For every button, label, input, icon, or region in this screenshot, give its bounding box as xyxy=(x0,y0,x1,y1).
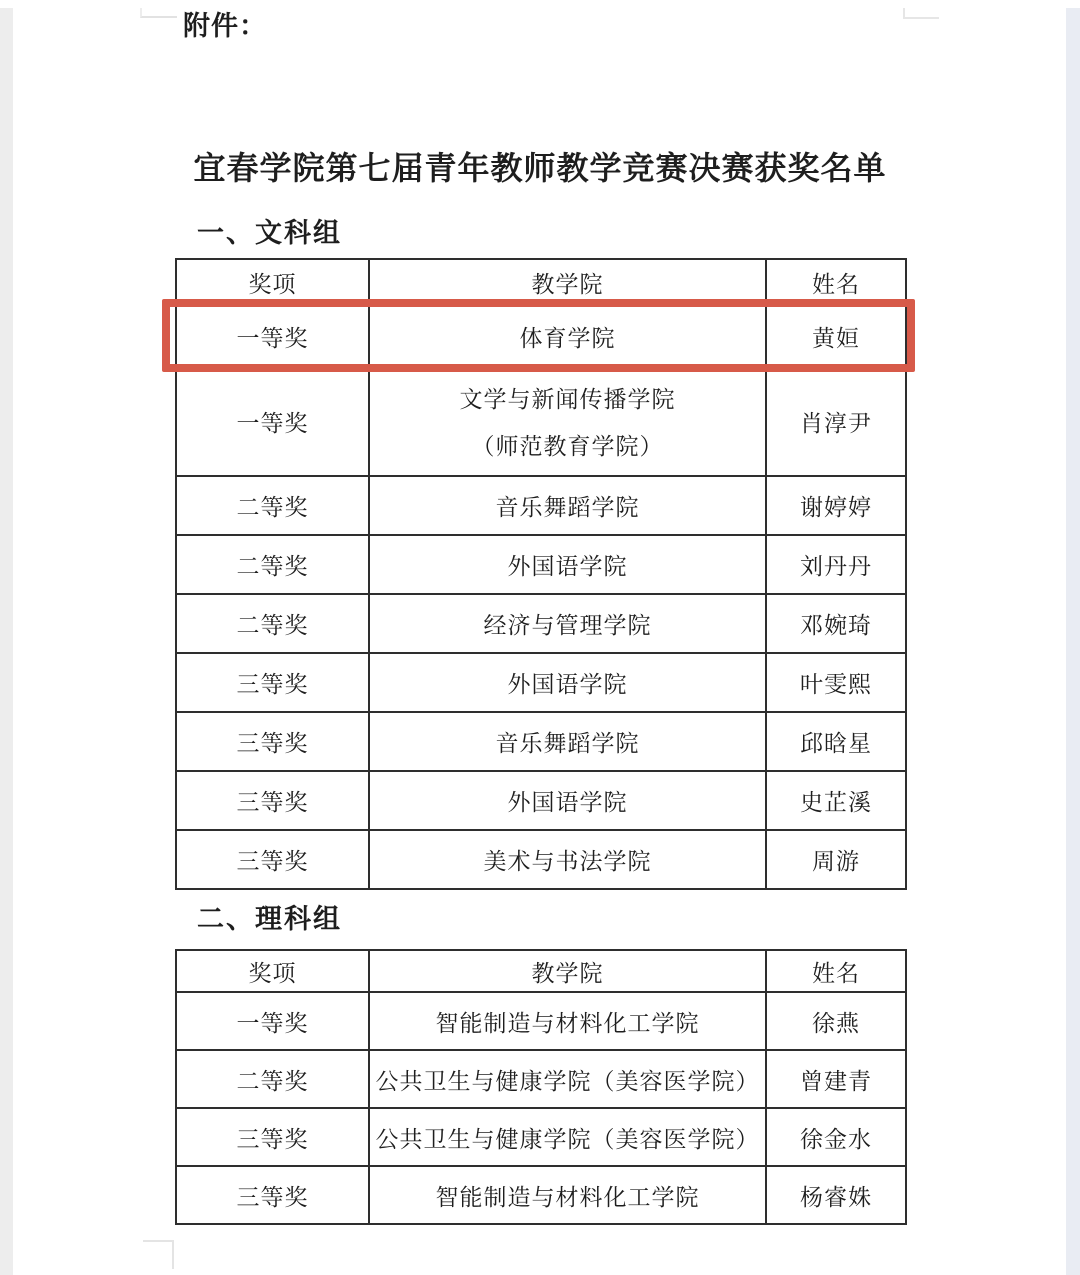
award-cell: 三等奖 xyxy=(176,712,369,771)
table-row-highlighted xyxy=(176,306,906,366)
header-name: 姓名 xyxy=(766,259,906,306)
name-cell: 徐燕 xyxy=(766,992,906,1050)
header-award: 奖项 xyxy=(176,259,369,306)
header-college: 教学院 xyxy=(369,950,766,992)
award-cell: 三等奖 xyxy=(176,1166,369,1224)
college-cell: 美术与书法学院 xyxy=(369,830,766,889)
document-title: 宜春学院第七届青年教师教学竞赛决赛获奖名单 xyxy=(193,150,887,186)
name-cell: 杨睿姝 xyxy=(766,1166,906,1224)
table-header-row xyxy=(176,950,906,992)
college-line1: 文学与新闻传播学院 xyxy=(459,386,676,412)
award-cell: 二等奖 xyxy=(176,594,369,653)
award-cell: 二等奖 xyxy=(176,1050,369,1108)
table-row xyxy=(176,594,906,653)
award-cell: 三等奖 xyxy=(176,1108,369,1166)
college-cell: 外国语学院 xyxy=(369,771,766,830)
name-cell: 徐金水 xyxy=(766,1108,906,1166)
award-cell: 三等奖 xyxy=(176,771,369,830)
header-name: 姓名 xyxy=(766,950,906,992)
table-row xyxy=(176,992,906,1050)
award-cell: 三等奖 xyxy=(176,653,369,712)
table-row xyxy=(176,712,906,771)
page-boundary-mark xyxy=(903,8,939,19)
name-cell: 刘丹丹 xyxy=(766,535,906,594)
award-cell: 三等奖 xyxy=(176,830,369,889)
table-row xyxy=(176,1050,906,1108)
section-heading-science: 二、理科组 xyxy=(197,904,342,934)
name-cell: 邓婉琦 xyxy=(766,594,906,653)
science-table-wrap xyxy=(175,949,905,1225)
college-cell: 经济与管理学院 xyxy=(369,594,766,653)
page-edge-band-right xyxy=(1066,8,1080,1275)
page-boundary-mark xyxy=(143,1240,174,1269)
table-row xyxy=(176,1166,906,1224)
award-cell: 二等奖 xyxy=(176,476,369,535)
college-cell: 智能制造与材料化工学院 xyxy=(369,992,766,1050)
liberal-arts-table xyxy=(175,258,907,890)
page-boundary-mark xyxy=(140,8,177,18)
college-cell: 公共卫生与健康学院（美容医学院） xyxy=(369,1050,766,1108)
college-cell: 体育学院 xyxy=(369,306,766,366)
name-cell: 邱晗星 xyxy=(766,712,906,771)
table-row xyxy=(176,830,906,889)
header-award: 奖项 xyxy=(176,950,369,992)
science-table xyxy=(175,949,907,1225)
table-row xyxy=(176,771,906,830)
award-cell: 一等奖 xyxy=(176,366,369,476)
name-cell: 肖淳尹 xyxy=(766,366,906,476)
college-cell: 公共卫生与健康学院（美容医学院） xyxy=(369,1108,766,1166)
award-cell: 二等奖 xyxy=(176,535,369,594)
name-cell: 曾建青 xyxy=(766,1050,906,1108)
table-row xyxy=(176,653,906,712)
college-line2: （师范教育学院） xyxy=(471,433,664,459)
header-college: 教学院 xyxy=(369,259,766,306)
name-cell: 谢婷婷 xyxy=(766,476,906,535)
page-edge-band-left xyxy=(0,8,13,1275)
college-cell: 音乐舞蹈学院 xyxy=(369,476,766,535)
table-row xyxy=(176,1108,906,1166)
attachment-label: 附件： xyxy=(183,11,267,41)
name-cell: 叶雯熙 xyxy=(766,653,906,712)
college-cell: 外国语学院 xyxy=(369,535,766,594)
table-header-row xyxy=(176,259,906,306)
table-row xyxy=(176,366,906,476)
college-cell xyxy=(369,366,766,476)
document-page xyxy=(0,8,1080,1275)
section-heading-liberal-arts: 一、文科组 xyxy=(197,218,342,248)
college-cell: 外国语学院 xyxy=(369,653,766,712)
award-cell: 一等奖 xyxy=(176,306,369,366)
liberal-arts-table-wrap xyxy=(175,258,905,890)
college-cell: 智能制造与材料化工学院 xyxy=(369,1166,766,1224)
college-cell: 音乐舞蹈学院 xyxy=(369,712,766,771)
name-cell: 周游 xyxy=(766,830,906,889)
award-cell: 一等奖 xyxy=(176,992,369,1050)
name-cell: 黄姮 xyxy=(766,306,906,366)
table-row xyxy=(176,535,906,594)
name-cell: 史芷溪 xyxy=(766,771,906,830)
table-row xyxy=(176,476,906,535)
